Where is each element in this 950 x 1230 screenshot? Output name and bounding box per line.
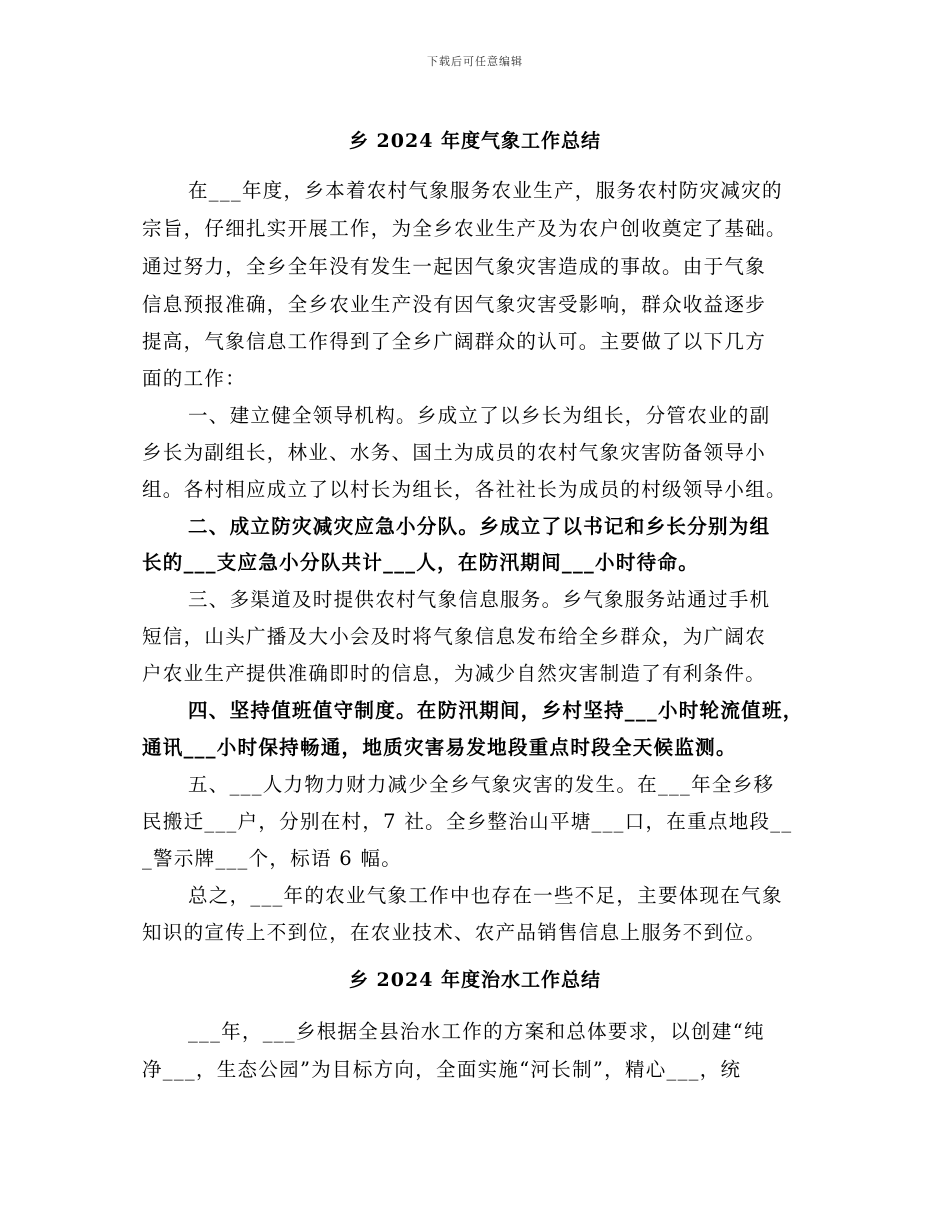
page-header-note: 下载后可任意编辑 xyxy=(427,55,523,68)
text-line: 四、坚持值班值守制度。在防汛期间，乡村坚持___小时轮流值班， xyxy=(188,699,804,722)
text-line: 面的工作： xyxy=(142,367,247,390)
text-line: 一、建立健全领导机构。乡成立了以乡长为组长，分管农业的副 xyxy=(188,404,771,427)
text-line: 二、成立防灾减灾应急小分队。乡成立了以书记和乡长分别为组 xyxy=(188,515,771,538)
document-title: 乡 2024 年度气象工作总结 xyxy=(348,130,602,152)
text-line: 组。各村相应成立了以村长为组长，各社社长为成员的村级领导小组。 xyxy=(142,478,787,501)
text-line: 五、___人力物力财力减少全乡气象灾害的发生。在___年全乡移 xyxy=(188,773,775,796)
text-line: 户农业生产提供准确即时的信息，为减少自然灾害制造了有利条件。 xyxy=(142,662,767,685)
text-line: 宗旨，仔细扎实开展工作，为全乡农业生产及为农户创收奠定了基础。 xyxy=(142,217,787,240)
text-line: 乡长为副组长，林业、水务、国土为成员的农村气象灾害防备领导小 xyxy=(142,441,767,464)
text-line: 总之，___年的农业气象工作中也存在一些不足，主要体现在气象 xyxy=(188,884,783,907)
text-line: 民搬迁___户，分别在村，7 社。全乡整治山平塘___口，在重点地段__ xyxy=(142,810,793,833)
text-line: _警示牌___个，标语 6 幅。 xyxy=(142,847,403,870)
text-line: 长的___支应急小分队共计___人，在防汛期间___小时待命。 xyxy=(142,551,700,574)
section-title: 乡 2024 年度治水工作总结 xyxy=(348,969,602,991)
text-line: 净___，生态公园”为目标方向，全面实施“河长制”，精心___，统 xyxy=(142,1058,742,1081)
text-line: 提高，气象信息工作得到了全乡广阔群众的认可。主要做了以下几方 xyxy=(142,330,767,353)
text-line: 通过努力，全乡全年没有发生一起因气象灾害造成的事故。由于气象 xyxy=(142,255,767,278)
text-line: 在___年度，乡本着农村气象服务农业生产，服务农村防灾减灾的 xyxy=(188,179,783,202)
text-line: 知识的宣传上不到位，在农业技术、农产品销售信息上服务不到位。 xyxy=(142,921,767,944)
text-line: ___年，___乡根据全县治水工作的方案和总体要求，以创建“纯 xyxy=(188,1020,765,1043)
text-line: 三、多渠道及时提供农村气象信息服务。乡气象服务站通过手机 xyxy=(188,588,771,611)
text-line: 通讯___小时保持畅通，地质灾害易发地段重点时段全天候监测。 xyxy=(142,736,737,759)
text-line: 短信，山头广播及大小会及时将气象信息发布给全乡群众，为广阔农 xyxy=(142,625,767,648)
text-line: 信息预报准确，全乡农业生产没有因气象灾害受影响，群众收益逐步 xyxy=(142,293,767,316)
